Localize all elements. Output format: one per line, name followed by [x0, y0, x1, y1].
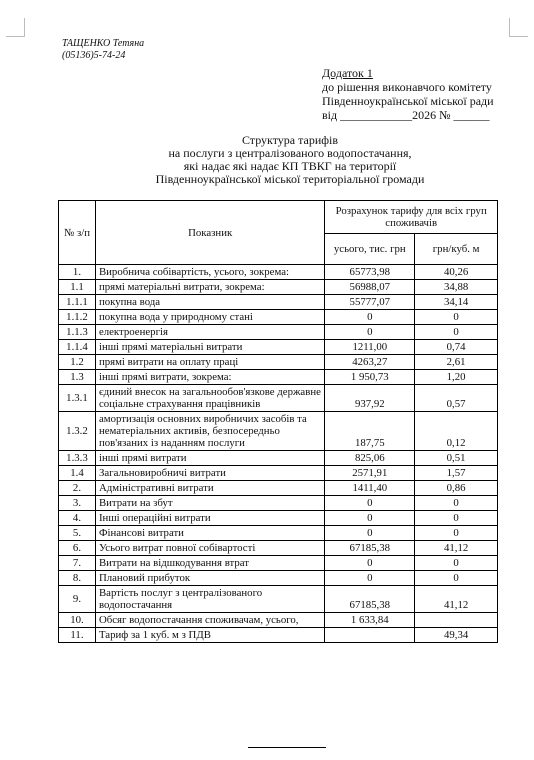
title-line-4: Південноукраїнської міської територіальної громади — [155, 172, 425, 186]
header-indicator: Показник — [95, 201, 324, 265]
row-total: 937,92 — [325, 385, 415, 412]
row-indicator: Витрати на збут — [95, 496, 324, 511]
table-row — [59, 466, 498, 481]
row-total: 825,06 — [325, 451, 415, 466]
annex-line-4: від ____________2026 № ______ — [322, 108, 490, 122]
table-row — [59, 541, 498, 556]
table-row — [59, 628, 498, 643]
row-per-m3: 0 — [415, 310, 498, 325]
row-total: 187,75 — [325, 412, 415, 451]
row-num: 9. — [59, 586, 96, 613]
row-num: 5. — [59, 526, 96, 541]
table-row — [59, 571, 498, 586]
row-num: 1.4 — [59, 466, 96, 481]
row-indicator: Тариф за 1 куб. м з ПДВ — [95, 628, 324, 643]
row-per-m3: 0,57 — [415, 385, 498, 412]
table-row — [59, 481, 498, 496]
table-row — [59, 295, 498, 310]
row-per-m3: 40,26 — [415, 265, 498, 280]
row-num: 8. — [59, 571, 96, 586]
document-title — [120, 134, 460, 186]
title-line-2: на послуги з централізованого водопостачання, — [168, 146, 412, 160]
table-row — [59, 340, 498, 355]
table-row — [59, 385, 498, 412]
row-total: 67185,38 — [325, 586, 415, 613]
row-num: 1.2 — [59, 355, 96, 370]
row-indicator: Інші операційні витрати — [95, 511, 324, 526]
row-total: 0 — [325, 571, 415, 586]
table-row — [59, 526, 498, 541]
row-total: 1411,40 — [325, 481, 415, 496]
table-row — [59, 511, 498, 526]
author-phone: (05136)5-74-24 — [62, 50, 126, 61]
row-num: 1.1.2 — [59, 310, 96, 325]
tariff-table — [58, 200, 498, 643]
row-num: 1.3.2 — [59, 412, 96, 451]
table-row — [59, 496, 498, 511]
author-name: ТАЩЕНКО Тетяна — [62, 38, 145, 49]
row-per-m3: 49,34 — [415, 628, 498, 643]
row-total: 1211,00 — [325, 340, 415, 355]
row-indicator: Плановий прибуток — [95, 571, 324, 586]
row-per-m3: 41,12 — [415, 586, 498, 613]
row-per-m3: 0 — [415, 526, 498, 541]
row-total: 1 950,73 — [325, 370, 415, 385]
row-total: 0 — [325, 511, 415, 526]
row-num: 1.3.1 — [59, 385, 96, 412]
row-indicator: покупна вода у природному стані — [95, 310, 324, 325]
title-line-3: які надає які надає КП ТВКГ на території — [183, 159, 397, 173]
row-num: 1.1 — [59, 280, 96, 295]
table-row — [59, 613, 498, 628]
table-row — [59, 451, 498, 466]
row-indicator: прямі витрати на оплату праці — [95, 355, 324, 370]
row-total: 0 — [325, 556, 415, 571]
annex-line-2: до рішення виконавчого комітету — [322, 80, 492, 94]
row-per-m3: 0,51 — [415, 451, 498, 466]
table-row — [59, 280, 498, 295]
row-total: 0 — [325, 496, 415, 511]
row-per-m3: 0,86 — [415, 481, 498, 496]
row-per-m3: 0 — [415, 556, 498, 571]
row-total — [325, 628, 415, 643]
row-indicator: інші прямі витрати, зокрема: — [95, 370, 324, 385]
row-per-m3: 0 — [415, 571, 498, 586]
row-indicator: Фінансові витрати — [95, 526, 324, 541]
row-per-m3: 1,20 — [415, 370, 498, 385]
row-indicator: прямі матеріальні витрати, зокрема: — [95, 280, 324, 295]
row-num: 4. — [59, 511, 96, 526]
row-indicator: Вартість послуг з централізованого водопостачання — [95, 586, 324, 613]
row-indicator: єдиний внесок на загальнообов'язкове державне соціальне страхування працівників — [95, 385, 324, 412]
header-total: усього, тис. грн — [325, 234, 415, 265]
row-indicator: інші прямі витрати — [95, 451, 324, 466]
row-num: 1.1.1 — [59, 295, 96, 310]
row-total: 65773,98 — [325, 265, 415, 280]
row-num: 1.1.3 — [59, 325, 96, 340]
row-total: 0 — [325, 526, 415, 541]
row-indicator: електроенергія — [95, 325, 324, 340]
row-per-m3: 1,57 — [415, 466, 498, 481]
bottom-separator — [248, 747, 326, 748]
author-block — [62, 38, 144, 62]
table-body — [59, 265, 498, 643]
row-per-m3: 0,74 — [415, 340, 498, 355]
row-num: 10. — [59, 613, 96, 628]
row-per-m3: 34,88 — [415, 280, 498, 295]
row-per-m3 — [415, 613, 498, 628]
page-corner-mark-right — [509, 18, 528, 37]
header-per-m3: грн/куб. м — [415, 234, 498, 265]
table-row — [59, 556, 498, 571]
row-indicator: Виробнича собівартість, усього, зокрема: — [95, 265, 324, 280]
row-indicator: Загальновиробничі витрати — [95, 466, 324, 481]
row-indicator: Адміністративні витрати — [95, 481, 324, 496]
row-per-m3: 2,61 — [415, 355, 498, 370]
row-num: 3. — [59, 496, 96, 511]
row-indicator: амортизація основних виробничих засобів та нематеріальних активів, безпосередньо пов'язаних із наданням послуги — [95, 412, 324, 451]
row-total: 2571,91 — [325, 466, 415, 481]
annex-line-3: Південноукраїнської міської ради — [322, 94, 494, 108]
row-num: 1.3 — [59, 370, 96, 385]
row-per-m3: 41,12 — [415, 541, 498, 556]
row-per-m3: 34,14 — [415, 295, 498, 310]
annex-label: Додаток 1 — [322, 66, 373, 80]
row-indicator: Витрати на відшкодування втрат — [95, 556, 324, 571]
table-row — [59, 265, 498, 280]
page-corner-mark-left — [6, 18, 25, 37]
row-indicator: Усього витрат повної собівартості — [95, 541, 324, 556]
row-indicator: покупна вода — [95, 295, 324, 310]
row-indicator: інші прямі матеріальні витрати — [95, 340, 324, 355]
table-row — [59, 586, 498, 613]
row-total: 56988,07 — [325, 280, 415, 295]
row-num: 1.1.4 — [59, 340, 96, 355]
row-num: 2. — [59, 481, 96, 496]
row-num: 1. — [59, 265, 96, 280]
row-total: 55777,07 — [325, 295, 415, 310]
table-row — [59, 370, 498, 385]
table-row — [59, 325, 498, 340]
row-per-m3: 0,12 — [415, 412, 498, 451]
table-row — [59, 355, 498, 370]
row-num: 6. — [59, 541, 96, 556]
row-total: 1 633,84 — [325, 613, 415, 628]
row-num: 11. — [59, 628, 96, 643]
header-calc: Розрахунок тарифу для всіх груп споживачів — [325, 201, 498, 234]
row-per-m3: 0 — [415, 325, 498, 340]
row-indicator: Обсяг водопостачання споживачам, усього, — [95, 613, 324, 628]
row-per-m3: 0 — [415, 496, 498, 511]
row-total: 0 — [325, 310, 415, 325]
title-line-1: Структура тарифів — [241, 133, 339, 147]
row-total: 67185,38 — [325, 541, 415, 556]
row-total: 4263,27 — [325, 355, 415, 370]
row-num: 7. — [59, 556, 96, 571]
row-per-m3: 0 — [415, 511, 498, 526]
table-row — [59, 412, 498, 451]
table-row — [59, 310, 498, 325]
annex-block — [322, 66, 494, 122]
header-num: № з/п — [59, 201, 96, 265]
row-num: 1.3.3 — [59, 451, 96, 466]
row-total: 0 — [325, 325, 415, 340]
